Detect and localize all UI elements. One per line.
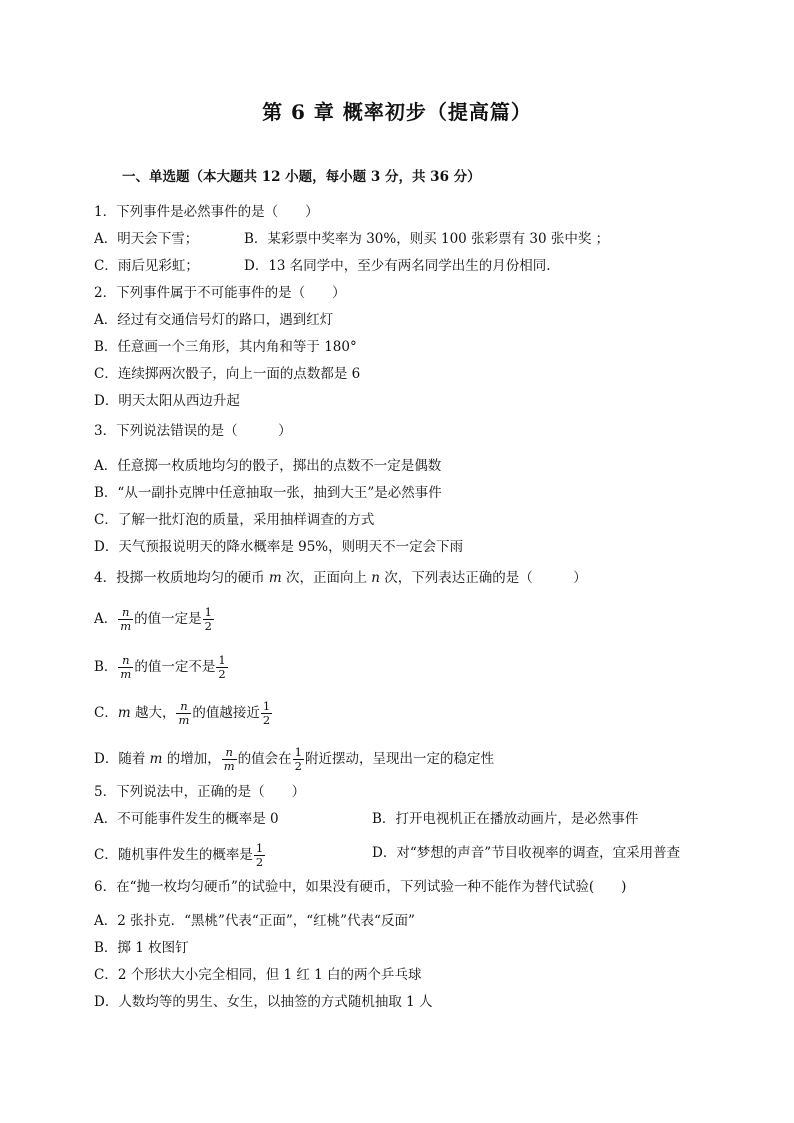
fraction-one-half: $\frac{1}{2}$ [294, 745, 302, 773]
fraction-n-over-m: $\frac{n}{m}$ [120, 653, 132, 681]
q2-stem: 2．下列事件属于不可能事件的是（ ） [94, 285, 346, 301]
q5-option-d: D．对“梦想的声音”节目收视率的调查，宜采用普查 [372, 845, 681, 861]
q1-option-a: A．明天会下雪； [94, 231, 199, 247]
fraction-one-half: $\frac{1}{2}$ [218, 653, 226, 681]
q3-stem: 3．下列说法错误的是（ ） [94, 423, 292, 439]
q2-option-c: C．连续掷两次骰子，向上一面的点数都是 6 [94, 366, 361, 382]
q2-option-a: A．经过有交通信号灯的路口，遇到红灯 [94, 312, 334, 328]
q2-option-b: B．任意画一个三角形，其内角和等于 180° [94, 339, 357, 355]
q5-option-c: C．随机事件发生的概率是 $\frac{1}{2}$ [94, 841, 264, 869]
q4-option-c: C．m 越大， $\frac{n}{m}$ 的值越接近 $\frac{1}{2}$ [94, 699, 271, 727]
q6-option-d: D．人数均等的男生、女生，以抽签的方式随机抽取 1 人 [94, 994, 433, 1010]
q4-option-a: A． $\frac{n}{m}$ 的值一定是 $\frac{1}{2}$ [94, 605, 212, 633]
fraction-one-half: $\frac{1}{2}$ [262, 699, 271, 727]
q6-option-a: A．2 张扑克．“黑桃”代表“正面”，“红桃”代表“反面” [94, 913, 415, 929]
q4-option-d: D．随着 m 的增加， $\frac{n}{m}$ 的值会在 $\frac{1}{2}$ 附近摆动，呈现出一定的稳定性 [94, 745, 494, 773]
fraction-one-half: $\frac{1}{2}$ [255, 841, 264, 869]
q3-option-a: A．任意掷一枚质地均匀的骰子，掷出的点数不一定是偶数 [94, 458, 442, 474]
section-heading: 一、单选题（本大题共 12 小题，每小题 3 分，共 36 分） [122, 169, 481, 185]
fraction-one-half: $\frac{1}{2}$ [204, 605, 212, 633]
q4-stem: 4．投掷一枚质地均匀的硬币 m 次，正面向上 n 次，下列表达正确的是（ ） [94, 570, 587, 586]
q5-option-b: B．打开电视机正在播放动画片，是必然事件 [372, 811, 639, 827]
q3-option-b: B．“从一副扑克牌中任意抽取一张，抽到大王”是必然事件 [94, 485, 442, 501]
q6-option-c: C．2 个形状大小完全相同，但 1 红 1 白的两个乒乓球 [94, 967, 422, 983]
q4-option-b: B． $\frac{n}{m}$ 的值一定不是 $\frac{1}{2}$ [94, 653, 226, 681]
q1-stem: 1．下列事件是必然事件的是（ ） [94, 204, 319, 220]
q2-option-d: D．明天太阳从西边升起 [94, 393, 240, 409]
q3-option-d: D．天气预报说明天的降水概率是 95%，则明天不一定会下雨 [94, 539, 464, 555]
fraction-n-over-m: $\frac{n}{m}$ [223, 745, 235, 773]
q6-option-b: B．掷 1 枚图钉 [94, 940, 189, 956]
q5-stem: 5．下列说法中，正确的是（ ） [94, 784, 306, 800]
q5-option-a: A．不可能事件发生的概率是 0 [94, 811, 279, 827]
q1-option-c: C．雨后见彩虹； [94, 258, 199, 274]
q3-option-c: C．了解一批灯泡的质量，采用抽样调查的方式 [94, 512, 375, 528]
fraction-n-over-m: $\frac{n}{m}$ [120, 605, 132, 633]
fraction-n-over-m: $\frac{n}{m}$ [178, 699, 190, 727]
q1-option-d: D．13 名同学中，至少有两名同学出生的月份相同. [244, 258, 551, 274]
page-title: 第 6 章 概率初步（提高篇） [262, 100, 532, 124]
q6-stem: 6．在“抛一枚均匀硬币”的试验中，如果没有硬币，下列试验一种不能作为替代试验( ) [94, 879, 627, 895]
q1-option-b: B．某彩票中奖率为 30%，则买 100 张彩票有 30 张中奖 ； [244, 231, 610, 247]
